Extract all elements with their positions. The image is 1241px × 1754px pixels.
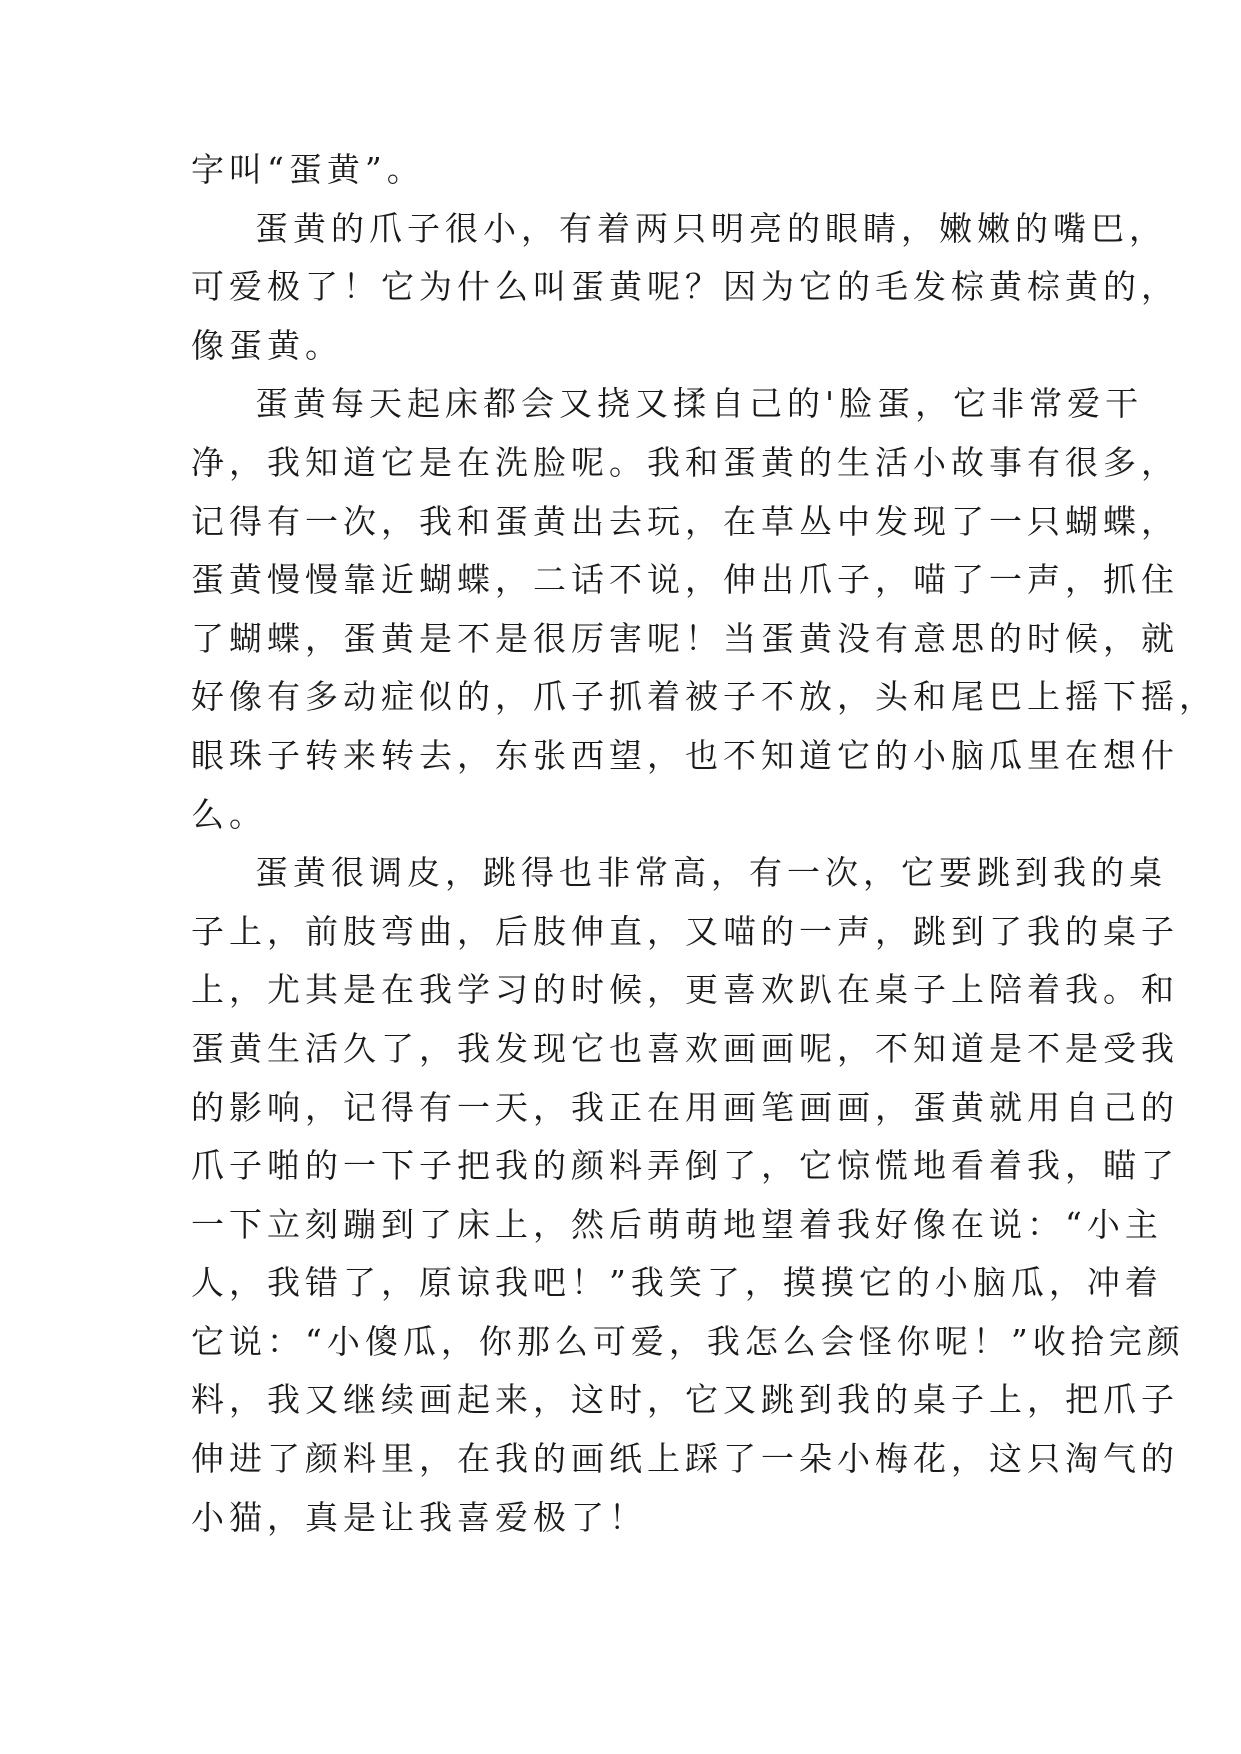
text-line: 它说：“小傻瓜，你那么可爱，我怎么会怪你呢！”收拾完颜 — [191, 1321, 1185, 1361]
text-line: 蛋黄每天起床都会又挠又揉自己的'脸蛋，它非常爱干 — [255, 384, 1144, 424]
text-line: 蛋黄很调皮，跳得也非常高，有一次，它要跳到我的桌 — [255, 853, 1167, 893]
text-line: 一下立刻蹦到了床上，然后萌萌地望着我好像在说：“小主 — [191, 1204, 1163, 1244]
text-line: 爪子啪的一下子把我的颜料弄倒了，它惊慌地看着我，瞄了 — [191, 1146, 1179, 1186]
text-line: 蛋黄的爪子很小，有着两只明亮的眼睛，嫩嫩的嘴巴， — [255, 208, 1167, 248]
paragraph-1 — [191, 150, 1061, 209]
paragraph-4 — [191, 853, 1185, 1556]
paragraph-3 — [191, 384, 1217, 853]
text-line: 伸进了颜料里，在我的画纸上踩了一朵小梅花，这只淘气的 — [191, 1439, 1179, 1479]
text-line: 可爱极了！它为什么叫蛋黄呢？因为它的毛发棕黄棕黄的， — [191, 267, 1179, 307]
text-line: 好像有多动症似的，爪子抓着被子不放，头和尾巴上摇下摇， — [191, 677, 1217, 717]
text-line: 上，尤其是在我学习的时候，更喜欢趴在桌子上陪着我。和 — [191, 970, 1179, 1010]
text-line: 了蝴蝶，蛋黄是不是很厉害呢！当蛋黄没有意思的时候，就 — [191, 618, 1179, 658]
text-line: 么。 — [191, 794, 267, 834]
text-line: 的影响，记得有一天，我正在用画笔画画，蛋黄就用自己的 — [191, 1087, 1179, 1127]
text-line: 眼珠子转来转去，东张西望，也不知道它的小脑瓜里在想什 — [191, 735, 1179, 775]
text-line: 子上，前肢弯曲，后肢伸直，又喵的一声，跳到了我的桌子 — [191, 911, 1179, 951]
text-line: 净，我知道它是在洗脸呢。我和蛋黄的生活小故事有很多， — [191, 442, 1179, 482]
document-body — [191, 150, 1217, 1556]
text-line: 料，我又继续画起来，这时，它又跳到我的桌子上，把爪子 — [191, 1380, 1179, 1420]
text-line: 蛋黄生活久了，我发现它也喜欢画画呢，不知道是不是受我 — [191, 1028, 1179, 1068]
text-line: 字叫“蛋黄”。 — [191, 150, 425, 189]
text-line: 人，我错了，原谅我吧！”我笑了，摸摸它的小脑瓜，冲着 — [191, 1263, 1163, 1303]
text-line: 蛋黄慢慢靠近蝴蝶，二话不说，伸出爪子，喵了一声，抓住 — [191, 560, 1179, 600]
text-line: 记得有一次，我和蛋黄出去玩，在草丛中发现了一只蝴蝶， — [191, 501, 1179, 541]
text-line: 小猫，真是让我喜爱极了！ — [191, 1497, 647, 1537]
paragraph-2 — [191, 208, 1179, 385]
text-line: 像蛋黄。 — [191, 325, 343, 365]
